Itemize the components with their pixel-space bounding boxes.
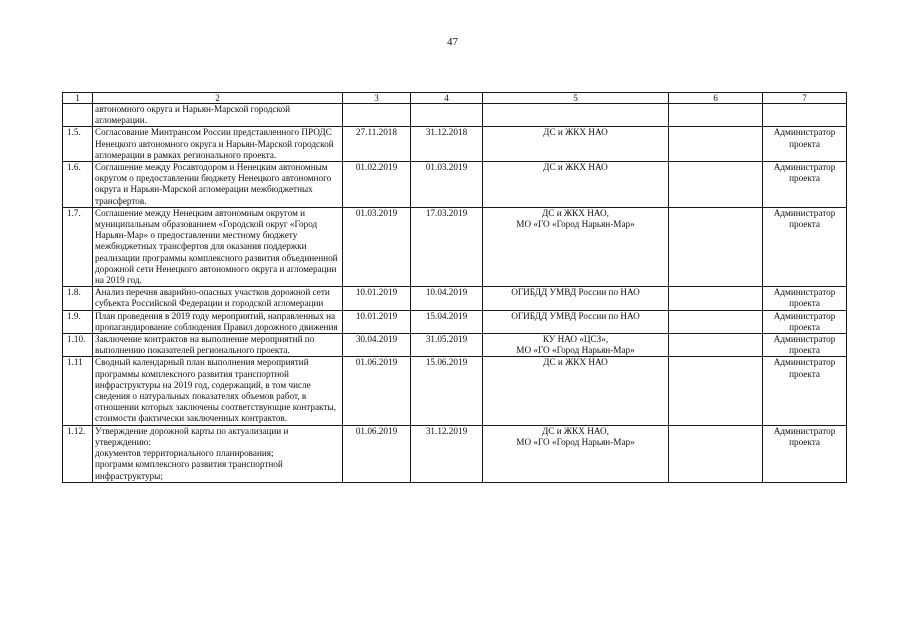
row-number: 1.5. [63, 127, 93, 162]
column-number-row [63, 93, 847, 104]
table-row [63, 127, 847, 162]
start-date: 01.06.2019 [343, 357, 411, 425]
end-date: 15.04.2019 [411, 310, 483, 333]
row-number: 1.8. [63, 287, 93, 310]
responsible-party: ДС и ЖКХ НАО [483, 127, 669, 162]
plan-table [62, 92, 847, 483]
activity-name: План проведения в 2019 году мероприятий, направленных на пропагандирование соблюдения Правил дорожного движения [93, 310, 343, 333]
end-date: 17.03.2019 [411, 207, 483, 286]
start-date: 10.01.2019 [343, 287, 411, 310]
start-date: 01.03.2019 [343, 207, 411, 286]
column-number: 5 [483, 93, 669, 104]
start-date [343, 104, 411, 127]
result-cell: Администратор проекта [763, 287, 847, 310]
column-number: 3 [343, 93, 411, 104]
end-date: 10.04.2019 [411, 287, 483, 310]
column-number: 1 [63, 93, 93, 104]
responsible-party: ОГИБДД УМВД России по НАО [483, 287, 669, 310]
end-date: 01.03.2019 [411, 162, 483, 208]
result-cell: Администратор проекта [763, 207, 847, 286]
responsible-party: ДС и ЖКХ НАО, МО «ГО «Город Нарьян-Мар» [483, 207, 669, 286]
result-cell: Администратор проекта [763, 127, 847, 162]
activity-name: Заключение контрактов на выполнение мероприятий по выполнению показателей регионального проекта. [93, 334, 343, 357]
activity-name: Утверждение дорожной карты по актуализации и утверждению: документов территориального планирования; программ комплексного развития транспортной инфраструктуры; [93, 425, 343, 482]
result-cell: Администратор проекта [763, 425, 847, 482]
row-number: 1.6. [63, 162, 93, 208]
activity-name: Соглашение между Ненецким автономным округом и муниципальным образованием «Городской округ «Город Нарьян-Мар» о предоставлении местному бюджету межбюджетных трансфертов для оказания поддержки реализации программы комплексного развития объединенной дорожной сети Ненецкого автономного округа и агломерации на 2019 год. [93, 207, 343, 286]
responsible-party [483, 104, 669, 127]
responsible-party: ДС и ЖКХ НАО, МО «ГО «Город Нарьян-Мар» [483, 425, 669, 482]
column-6-cell [669, 162, 763, 208]
row-number: 1.7. [63, 207, 93, 286]
table-row [63, 310, 847, 333]
table-row [63, 207, 847, 286]
column-6-cell [669, 425, 763, 482]
responsible-party: ДС и ЖКХ НАО [483, 162, 669, 208]
table-row [63, 162, 847, 208]
start-date: 30.04.2019 [343, 334, 411, 357]
start-date: 10.01.2019 [343, 310, 411, 333]
responsible-party: ОГИБДД УМВД России по НАО [483, 310, 669, 333]
column-6-cell [669, 310, 763, 333]
activity-name: Сводный календарный план выполнения мероприятий программы комплексного развития транспортной инфраструктуры на 2019 год, содержащий, в том числе сведения о натуральных показателях объемов работ, в отношении которых заключены соответствующие контракты, стоимости фактически заключенных контрактов. [93, 357, 343, 425]
column-number: 4 [411, 93, 483, 104]
result-cell: Администратор проекта [763, 357, 847, 425]
end-date: 31.12.2018 [411, 127, 483, 162]
column-6-cell [669, 104, 763, 127]
table-row [63, 425, 847, 482]
column-6-cell [669, 207, 763, 286]
page-number: 47 [447, 36, 458, 48]
end-date: 31.12.2019 [411, 425, 483, 482]
column-6-cell [669, 287, 763, 310]
column-6-cell [669, 357, 763, 425]
result-cell: Администратор проекта [763, 334, 847, 357]
table-row [63, 287, 847, 310]
row-number: 1.11 [63, 357, 93, 425]
column-number: 2 [93, 93, 343, 104]
activity-name: Соглашение между Росавтодором и Ненецким автономным округом о предоставлении бюджету Ненецкого автономного округа и Нарьян-Марской агломерации межбюджетных трансфертов. [93, 162, 343, 208]
end-date: 31.05.2019 [411, 334, 483, 357]
end-date [411, 104, 483, 127]
activity-name: Согласование Минтрансом России представленного ПРОДС Ненецкого автономного округа и Нарьян-Марской городской агломерации в рамках регионального проекта. [93, 127, 343, 162]
row-number [63, 104, 93, 127]
responsible-party: КУ НАО «ЦСЗ», МО «ГО «Город Нарьян-Мар» [483, 334, 669, 357]
table-row [63, 334, 847, 357]
start-date: 27.11.2018 [343, 127, 411, 162]
column-number: 7 [763, 93, 847, 104]
row-number: 1.9. [63, 310, 93, 333]
column-number: 6 [669, 93, 763, 104]
responsible-party: ДС и ЖКХ НАО [483, 357, 669, 425]
result-cell [763, 104, 847, 127]
column-6-cell [669, 127, 763, 162]
start-date: 01.02.2019 [343, 162, 411, 208]
result-cell: Администратор проекта [763, 162, 847, 208]
column-6-cell [669, 334, 763, 357]
end-date: 15.06.2019 [411, 357, 483, 425]
activity-name: Анализ перечня аварийно-опасных участков дорожной сети субъекта Российской Федерации и городской агломерации [93, 287, 343, 310]
row-number: 1.12. [63, 425, 93, 482]
row-number: 1.10. [63, 334, 93, 357]
table-row [63, 357, 847, 425]
result-cell: Администратор проекта [763, 310, 847, 333]
table-row [63, 104, 847, 127]
start-date: 01.06.2019 [343, 425, 411, 482]
activity-name: автономного округа и Нарьян-Марской городской агломерации. [93, 104, 343, 127]
